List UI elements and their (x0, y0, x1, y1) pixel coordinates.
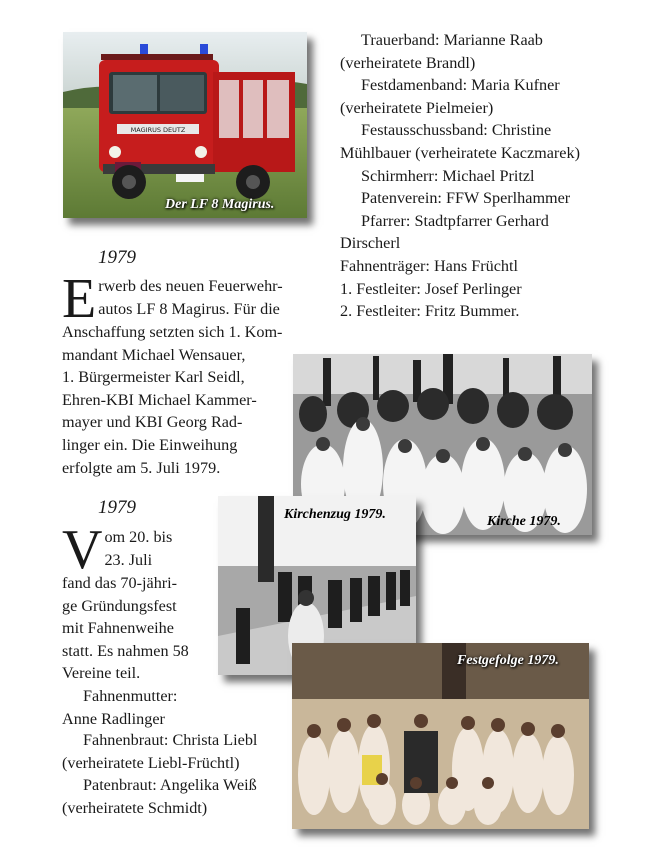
section1-dropcap: E (62, 268, 97, 330)
text-line: fand das 70-jähri- (62, 574, 178, 592)
text-line: Vereine teil. (62, 664, 141, 683)
text-line: Festausschussband: Christine (361, 121, 552, 140)
text-line: Pfarrer: Stadtpfarrer Gerhard (361, 211, 549, 230)
text-line: Anne Radlinger (62, 709, 165, 728)
photo-festgefolge (292, 643, 589, 829)
photo-fire-truck (63, 32, 307, 218)
truck-badge: MAGIRUS DEUTZ (130, 126, 186, 134)
text-line: Anschaffung setzten sich 1. Kom- (62, 323, 283, 341)
text-line: Patenverein: FFW Sperlhammer (361, 189, 571, 208)
text-line: Fahnenbraut: Christa Liebl (83, 731, 258, 749)
text-line: Mühlbauer (verheiratete Kaczmarek) (340, 143, 580, 162)
text-line: erfolgte am 5. Juli 1979. (62, 458, 221, 477)
caption-fire-truck: Der LF 8 Magirus. (165, 197, 275, 212)
right-column-text (340, 29, 630, 323)
text-line: mit Fahnenweihe (62, 619, 174, 638)
text-line: Schirmherr: Michael Pritzl (361, 166, 535, 185)
caption-kirchenzug: Kirchenzug 1979. (284, 507, 386, 522)
text-line: (verheiratete Brandl) (340, 53, 476, 72)
section2-year: 1979 (98, 497, 136, 518)
text-line: linger ein. Die Einweihung (62, 435, 238, 454)
text-line: Ehren-KBI Michael Kammer- (62, 390, 257, 409)
fire-truck-image (63, 32, 307, 218)
caption-festgefolge: Festgefolge 1979. (457, 653, 559, 668)
text-line: ge Gründungsfest (62, 596, 177, 615)
section2-dropcap: V (62, 519, 103, 581)
text-line: (verheiratete Schmidt) (62, 798, 208, 817)
text-line: 1. Festleiter: Josef Perlinger (340, 279, 522, 298)
text-line: rwerb des neuen Feuerwehr- (98, 277, 283, 295)
text-line: mandant Michael Wensauer, (62, 345, 246, 364)
text-line: Dirscherl (340, 234, 401, 253)
text-line: Fahnenträger: Hans Früchtl (340, 256, 519, 275)
text-line: 1. Bürgermeister Karl Seidl, (62, 368, 245, 387)
text-line: Patenbraut: Angelika Weiß (83, 776, 257, 795)
text-line: (verheiratete Pielmeier) (340, 98, 494, 117)
festgefolge-image (292, 643, 589, 829)
section1-year: 1979 (98, 247, 136, 268)
text-line: mayer und KBI Georg Rad- (62, 413, 243, 432)
section2-text-continued (62, 729, 292, 819)
text-line: Fahnenmutter: (83, 686, 178, 705)
text-line: Trauerband: Marianne Raab (361, 31, 543, 49)
text-line: statt. Es nahmen 58 (62, 641, 189, 660)
text-line: 2. Festleiter: Fritz Bummer. (340, 302, 520, 321)
section2-text (62, 519, 212, 730)
text-line: 23. Juli (104, 550, 153, 569)
caption-kirche: Kirche 1979. (487, 514, 561, 529)
text-line: (verheiratete Liebl-Früchtl) (62, 753, 240, 772)
text-line: om 20. bis (104, 528, 173, 546)
text-line: Festdamenband: Maria Kufner (361, 76, 560, 95)
section1-text (62, 268, 302, 479)
text-line: autos LF 8 Magirus. Für die (98, 299, 280, 318)
